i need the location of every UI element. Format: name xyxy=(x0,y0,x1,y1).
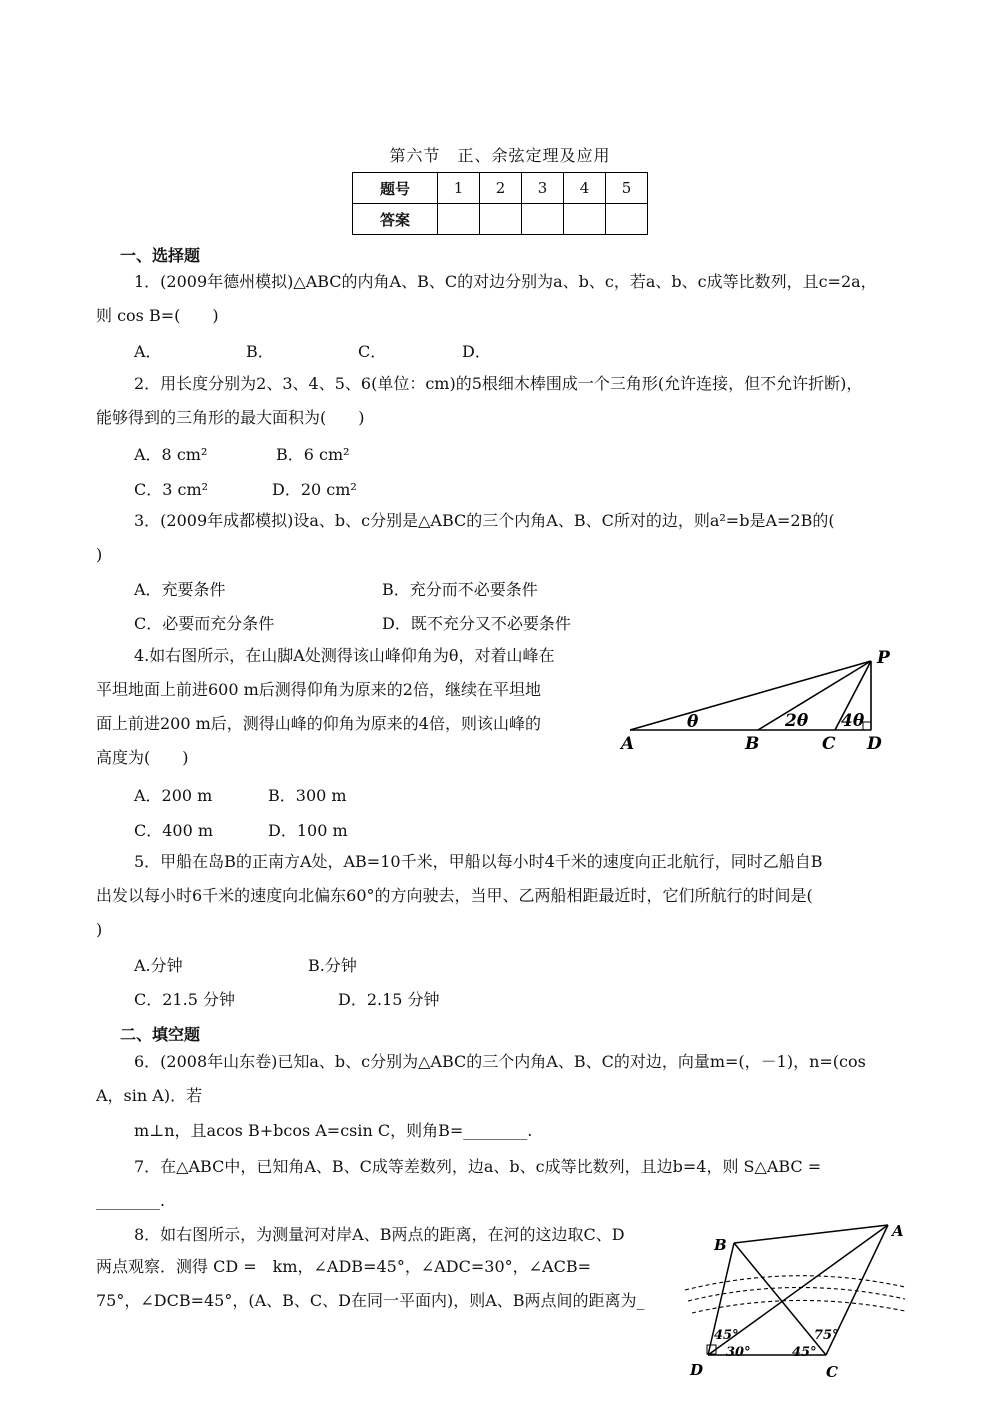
question-8-line-3: 75°，∠DCB=45°，(A、B、C、D在同一平面内)，则A、B两点间的距离为_ xyxy=(96,1291,645,1310)
figure-label-c: C xyxy=(822,734,836,754)
figure-label-d: D xyxy=(867,734,882,754)
angle-label-dcb: 45° xyxy=(792,1345,817,1360)
question-5-line-1: 5．甲船在岛B的正南方A处，AB=10千米，甲船以每小时4千米的速度向正北航行，同时乙船自B xyxy=(134,852,823,871)
question-5-option-a[interactable]: A.分钟 xyxy=(134,956,183,975)
answer-cell[interactable] xyxy=(606,204,648,235)
answer-table-number: 4 xyxy=(564,173,606,204)
angle-label-2theta: 2θ xyxy=(785,711,809,731)
section-heading-choice: 一、选择题 xyxy=(120,246,201,265)
question-5-line-3: ) xyxy=(96,920,103,939)
question-5-option-d[interactable]: D．2.15 分钟 xyxy=(338,990,440,1009)
answer-table-header: 题号 xyxy=(353,173,438,204)
angle-label-4theta: 4θ xyxy=(841,711,865,731)
question-2-line-2: 能够得到的三角形的最大面积为( ) xyxy=(96,408,365,427)
question-4-line-3: 面上前进200 m后，测得山峰的仰角为原来的4倍，则该山峰的 xyxy=(96,714,541,733)
answer-table xyxy=(352,172,648,235)
question-6-line-1: 6．(2008年山东卷)已知a、b、c分别为△ABC的三个内角A、B、C的对边，向量m=(，－1)，n=(cos xyxy=(134,1052,866,1071)
question-1-line-1: 1．(2009年德州模拟)△ABC的内角A、B、C的对边分别为a、b、c，若a、b、c成等比数列，且c=2a， xyxy=(134,272,877,291)
figure-label-c: C xyxy=(826,1363,838,1381)
question-4-line-4: 高度为( ) xyxy=(96,748,189,767)
question-3-line-2: ) xyxy=(96,545,103,564)
question-7-line-2: ________. xyxy=(96,1191,166,1210)
question-4-option-a[interactable]: A．200 m xyxy=(134,786,213,805)
question-4-line-2: 平坦地面上前进600 m后测得仰角为原来的2倍，继续在平坦地 xyxy=(96,680,541,699)
angle-label-acb: 75° xyxy=(814,1328,839,1343)
question-3-option-b[interactable]: B．充分而不必要条件 xyxy=(382,580,538,599)
section-heading-fill: 二、填空题 xyxy=(120,1025,201,1044)
answer-cell[interactable] xyxy=(438,204,480,235)
question-1-option-d[interactable]: D． xyxy=(462,342,491,361)
question-5-line-2: 出发以每小时6千米的速度向北偏东60°的方向驶去，当甲、乙两船相距最近时，它们所航行的时间是( xyxy=(96,886,813,905)
question-2-option-c[interactable]: C．3 cm² xyxy=(134,480,209,499)
question-2-line-1: 2．用长度分别为2、3、4、5、6(单位：cm)的5根细木棒围成一个三角形(允许连接，但不允许折断)， xyxy=(134,374,863,393)
question-4-option-c[interactable]: C．400 m xyxy=(134,821,214,840)
answer-table-answer-label: 答案 xyxy=(353,204,438,235)
question-2-option-b[interactable]: B．6 cm² xyxy=(276,445,350,464)
question-7-line-1: 7．在△ABC中，已知角A、B、C成等差数列，边a、b、c成等比数列，且边b=4，则 S△ABC = xyxy=(134,1157,822,1176)
answer-cell[interactable] xyxy=(522,204,564,235)
answer-table-number: 2 xyxy=(480,173,522,204)
question-2-option-a[interactable]: A．8 cm² xyxy=(134,445,208,464)
question-8-line-1: 8．如右图所示，为测量河对岸A、B两点的距离，在河的这边取C、D xyxy=(134,1225,625,1244)
question-3-line-1: 3．(2009年成都模拟)设a、b、c分别是△ABC的三个内角A、B、C所对的边，则a²=b是A=2B的( xyxy=(134,511,835,530)
figure-label-b: B xyxy=(714,1236,727,1254)
question-8-line-2: 两点观察．测得 CD = km，∠ADB=45°，∠ADC=30°，∠ACB= xyxy=(96,1257,591,1276)
figure-label-d: D xyxy=(690,1361,704,1379)
answer-table-number: 3 xyxy=(522,173,564,204)
question-3-option-c[interactable]: C．必要而充分条件 xyxy=(134,614,275,633)
question-4-line-1: 4.如右图所示，在山脚A处测得该山峰仰角为θ，对着山峰在 xyxy=(134,646,555,665)
answer-cell[interactable] xyxy=(480,204,522,235)
angle-label-adc: 30° xyxy=(726,1345,751,1360)
river-measurement-figure xyxy=(680,1215,910,1385)
question-1-option-a[interactable]: A． xyxy=(134,342,162,361)
angle-label-theta: θ xyxy=(687,712,699,732)
question-1-line-2: 则 cos B=( ) xyxy=(96,306,219,325)
question-5-option-b[interactable]: B.分钟 xyxy=(308,956,357,975)
question-1-option-b[interactable]: B． xyxy=(246,342,274,361)
mountain-elevation-figure xyxy=(615,645,900,757)
question-3-option-a[interactable]: A．充要条件 xyxy=(134,580,226,599)
question-5-option-c[interactable]: C．21.5 分钟 xyxy=(134,990,235,1009)
question-6-line-3: m⊥n，且acos B+bcos A=csin C，则角B=________. xyxy=(134,1121,533,1140)
answer-cell[interactable] xyxy=(564,204,606,235)
question-6-line-2: A，sin A)．若 xyxy=(96,1086,203,1105)
figure-label-b: B xyxy=(745,734,760,754)
page-title: 第六节 正、余弦定理及应用 xyxy=(389,146,611,165)
question-1-option-c[interactable]: C． xyxy=(358,342,387,361)
figure-label-a: A xyxy=(892,1222,904,1240)
answer-table-number: 1 xyxy=(438,173,480,204)
question-4-option-d[interactable]: D．100 m xyxy=(268,821,348,840)
figure-label-a: A xyxy=(621,734,635,754)
question-2-option-d[interactable]: D．20 cm² xyxy=(272,480,357,499)
answer-table-number: 5 xyxy=(606,173,648,204)
angle-label-adb: 45° xyxy=(714,1328,739,1343)
question-4-option-b[interactable]: B．300 m xyxy=(268,786,347,805)
figure-label-p: P xyxy=(877,648,890,668)
question-3-option-d[interactable]: D．既不充分又不必要条件 xyxy=(382,614,571,633)
